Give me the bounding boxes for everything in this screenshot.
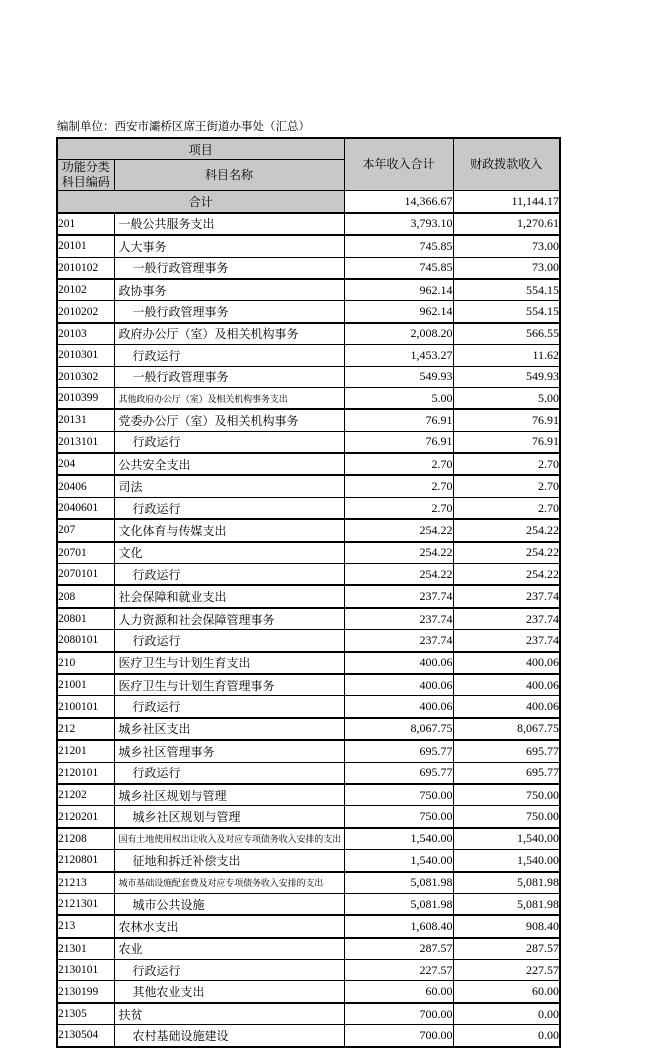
row-fiscal-value: 237.74 xyxy=(453,608,560,630)
row-code: 2010301 xyxy=(57,345,114,366)
row-fiscal-value: 750.00 xyxy=(453,784,560,806)
table-row xyxy=(57,1025,560,1047)
row-fiscal-value: 0.00 xyxy=(453,1003,560,1025)
row-name: 司法 xyxy=(114,475,344,497)
table-row xyxy=(57,652,560,674)
row-name: 城市公共设施 xyxy=(114,893,344,915)
row-code: 2120201 xyxy=(57,806,114,828)
row-fiscal-value: 400.06 xyxy=(453,696,560,718)
row-code: 2120101 xyxy=(57,762,114,784)
row-code: 2010399 xyxy=(57,387,114,409)
row-fiscal-value: 5,081.98 xyxy=(453,872,560,894)
table-row xyxy=(57,630,560,652)
table-row xyxy=(57,431,560,453)
row-total-value: 76.91 xyxy=(344,409,453,431)
row-name: 文化体育与传媒支出 xyxy=(114,519,344,541)
row-code: 201 xyxy=(57,213,114,235)
row-name: 一般公共服务支出 xyxy=(114,213,344,235)
row-fiscal-value: 2.70 xyxy=(453,453,560,475)
row-fiscal-value: 8,067.75 xyxy=(453,718,560,740)
row-code: 2100101 xyxy=(57,696,114,718)
table-row xyxy=(57,497,560,519)
row-fiscal-value: 237.74 xyxy=(453,630,560,652)
row-total-value: 400.06 xyxy=(344,652,453,674)
row-name: 城乡社区支出 xyxy=(114,718,344,740)
header-col-fiscal: 财政拨款收入 xyxy=(453,138,560,191)
row-code: 21201 xyxy=(57,740,114,762)
row-code: 21301 xyxy=(57,938,114,960)
row-name: 行政运行 xyxy=(114,497,344,519)
row-total-value: 695.77 xyxy=(344,740,453,762)
row-total-value: 5,081.98 xyxy=(344,872,453,894)
row-fiscal-value: 5.00 xyxy=(453,387,560,409)
row-fiscal-value: 237.74 xyxy=(453,585,560,607)
row-total-value: 1,608.40 xyxy=(344,915,453,937)
row-fiscal-value: 73.00 xyxy=(453,257,560,279)
row-fiscal-value: 73.00 xyxy=(453,235,560,257)
row-name: 城乡社区管理事务 xyxy=(114,740,344,762)
total-row xyxy=(57,191,560,213)
table-row xyxy=(57,453,560,475)
table-row xyxy=(57,806,560,828)
row-total-value: 254.22 xyxy=(344,564,453,586)
row-total-value: 254.22 xyxy=(344,519,453,541)
table-row xyxy=(57,981,560,1003)
row-name: 人力资源和社会保障管理事务 xyxy=(114,608,344,630)
header-col-code-line1: 功能分类 xyxy=(61,160,110,175)
table-row xyxy=(57,893,560,915)
row-name: 公共安全支出 xyxy=(114,453,344,475)
row-name: 医疗卫生与计划生育支出 xyxy=(114,652,344,674)
row-total-value: 76.91 xyxy=(344,431,453,453)
table-row xyxy=(57,564,560,586)
table-row xyxy=(57,915,560,937)
row-code: 20701 xyxy=(57,542,114,564)
row-code: 2120801 xyxy=(57,850,114,872)
row-code: 212 xyxy=(57,718,114,740)
row-name: 农林水支出 xyxy=(114,915,344,937)
total-row-label: 合计 xyxy=(57,191,344,213)
total-row-total-value: 14,366.67 xyxy=(344,191,453,213)
row-code: 20131 xyxy=(57,409,114,431)
row-name: 一般行政管理事务 xyxy=(114,366,344,387)
row-code: 2130199 xyxy=(57,981,114,1003)
table-row xyxy=(57,938,560,960)
row-total-value: 695.77 xyxy=(344,762,453,784)
table-body xyxy=(57,191,560,1047)
row-code: 2130504 xyxy=(57,1025,114,1047)
row-total-value: 237.74 xyxy=(344,630,453,652)
row-total-value: 8,067.75 xyxy=(344,718,453,740)
table-row xyxy=(57,784,560,806)
row-total-value: 2.70 xyxy=(344,475,453,497)
header-col-name: 科目名称 xyxy=(114,160,344,191)
row-total-value: 2,008.20 xyxy=(344,323,453,345)
row-fiscal-value: 400.06 xyxy=(453,674,560,696)
table-row xyxy=(57,1003,560,1025)
row-fiscal-value: 566.55 xyxy=(453,323,560,345)
row-code: 2040601 xyxy=(57,497,114,519)
row-name: 行政运行 xyxy=(114,960,344,981)
table-row xyxy=(57,475,560,497)
row-total-value: 400.06 xyxy=(344,674,453,696)
row-fiscal-value: 1,270.61 xyxy=(453,213,560,235)
row-code: 2010302 xyxy=(57,366,114,387)
row-total-value: 2.70 xyxy=(344,497,453,519)
table-row xyxy=(57,235,560,257)
row-code: 21213 xyxy=(57,872,114,894)
row-total-value: 227.57 xyxy=(344,960,453,981)
row-name: 政协事务 xyxy=(114,279,344,301)
row-fiscal-value: 11.62 xyxy=(453,345,560,366)
table-row xyxy=(57,872,560,894)
row-fiscal-value: 254.22 xyxy=(453,519,560,541)
row-total-value: 1,453.27 xyxy=(344,345,453,366)
row-name: 医疗卫生与计划生育管理事务 xyxy=(114,674,344,696)
row-code: 2010102 xyxy=(57,257,114,279)
row-code: 213 xyxy=(57,915,114,937)
table-row xyxy=(57,674,560,696)
row-code: 20101 xyxy=(57,235,114,257)
row-name: 农业 xyxy=(114,938,344,960)
row-total-value: 700.00 xyxy=(344,1003,453,1025)
row-fiscal-value: 2.70 xyxy=(453,475,560,497)
row-name: 城市基础设施配套费及对应专项债务收入安排的支出 xyxy=(114,872,344,894)
row-name: 一般行政管理事务 xyxy=(114,257,344,279)
table-row xyxy=(57,323,560,345)
row-total-value: 3,793.10 xyxy=(344,213,453,235)
table-row xyxy=(57,740,560,762)
budget-table-container xyxy=(56,137,559,1048)
header-col-code xyxy=(57,160,114,191)
row-code: 2130101 xyxy=(57,960,114,981)
row-name: 行政运行 xyxy=(114,431,344,453)
row-code: 20406 xyxy=(57,475,114,497)
row-name: 行政运行 xyxy=(114,345,344,366)
row-fiscal-value: 549.93 xyxy=(453,366,560,387)
row-total-value: 400.06 xyxy=(344,696,453,718)
row-fiscal-value: 554.15 xyxy=(453,279,560,301)
row-fiscal-value: 1,540.00 xyxy=(453,828,560,850)
row-code: 21001 xyxy=(57,674,114,696)
row-name: 行政运行 xyxy=(114,564,344,586)
table-row xyxy=(57,213,560,235)
row-total-value: 962.14 xyxy=(344,279,453,301)
row-fiscal-value: 254.22 xyxy=(453,542,560,564)
row-code: 2013101 xyxy=(57,431,114,453)
table-row xyxy=(57,850,560,872)
row-fiscal-value: 287.57 xyxy=(453,938,560,960)
row-name: 党委办公厅（室）及相关机构事务 xyxy=(114,409,344,431)
row-code: 21208 xyxy=(57,828,114,850)
table-row xyxy=(57,960,560,981)
row-total-value: 5,081.98 xyxy=(344,893,453,915)
row-total-value: 60.00 xyxy=(344,981,453,1003)
table-row xyxy=(57,718,560,740)
table-row xyxy=(57,608,560,630)
table-row xyxy=(57,301,560,323)
row-name: 文化 xyxy=(114,542,344,564)
row-name: 行政运行 xyxy=(114,630,344,652)
row-total-value: 287.57 xyxy=(344,938,453,960)
row-code: 2121301 xyxy=(57,893,114,915)
row-total-value: 745.85 xyxy=(344,257,453,279)
row-fiscal-value: 0.00 xyxy=(453,1025,560,1047)
row-total-value: 5.00 xyxy=(344,387,453,409)
table-row xyxy=(57,828,560,850)
table-header xyxy=(57,138,560,191)
row-total-value: 237.74 xyxy=(344,585,453,607)
row-total-value: 237.74 xyxy=(344,608,453,630)
header-group-item: 项目 xyxy=(57,138,344,160)
row-fiscal-value: 5,081.98 xyxy=(453,893,560,915)
row-name: 行政运行 xyxy=(114,762,344,784)
row-fiscal-value: 60.00 xyxy=(453,981,560,1003)
table-row xyxy=(57,585,560,607)
row-code: 204 xyxy=(57,453,114,475)
row-name: 社会保障和就业支出 xyxy=(114,585,344,607)
row-fiscal-value: 2.70 xyxy=(453,497,560,519)
table-row xyxy=(57,387,560,409)
row-name: 其他政府办公厅（室）及相关机构事务支出 xyxy=(114,387,344,409)
table-row xyxy=(57,409,560,431)
row-name: 行政运行 xyxy=(114,696,344,718)
row-fiscal-value: 908.40 xyxy=(453,915,560,937)
row-total-value: 745.85 xyxy=(344,235,453,257)
row-name: 国有土地使用权出让收入及对应专项债务收入安排的支出 xyxy=(114,828,344,850)
table-row xyxy=(57,696,560,718)
row-fiscal-value: 695.77 xyxy=(453,762,560,784)
row-code: 21305 xyxy=(57,1003,114,1025)
budget-revenue-table xyxy=(56,137,561,1048)
table-row xyxy=(57,366,560,387)
row-fiscal-value: 76.91 xyxy=(453,431,560,453)
row-name: 城乡社区规划与管理 xyxy=(114,784,344,806)
row-code: 2080101 xyxy=(57,630,114,652)
row-code: 207 xyxy=(57,519,114,541)
row-fiscal-value: 254.22 xyxy=(453,564,560,586)
row-name: 征地和拆迁补偿支出 xyxy=(114,850,344,872)
row-total-value: 2.70 xyxy=(344,453,453,475)
header-col-total: 本年收入合计 xyxy=(344,138,453,191)
row-total-value: 549.93 xyxy=(344,366,453,387)
row-fiscal-value: 554.15 xyxy=(453,301,560,323)
row-name: 政府办公厅（室）及相关机构事务 xyxy=(114,323,344,345)
row-code: 210 xyxy=(57,652,114,674)
row-name: 农村基础设施建设 xyxy=(114,1025,344,1047)
row-code: 20801 xyxy=(57,608,114,630)
row-total-value: 962.14 xyxy=(344,301,453,323)
table-row xyxy=(57,279,560,301)
row-code: 208 xyxy=(57,585,114,607)
row-code: 2010202 xyxy=(57,301,114,323)
row-fiscal-value: 227.57 xyxy=(453,960,560,981)
row-total-value: 750.00 xyxy=(344,784,453,806)
row-fiscal-value: 695.77 xyxy=(453,740,560,762)
table-row xyxy=(57,762,560,784)
row-name: 一般行政管理事务 xyxy=(114,301,344,323)
table-row xyxy=(57,345,560,366)
row-total-value: 700.00 xyxy=(344,1025,453,1047)
table-row xyxy=(57,257,560,279)
row-code: 21202 xyxy=(57,784,114,806)
row-name: 扶贫 xyxy=(114,1003,344,1025)
row-code: 20102 xyxy=(57,279,114,301)
row-code: 20103 xyxy=(57,323,114,345)
table-row xyxy=(57,542,560,564)
row-total-value: 1,540.00 xyxy=(344,828,453,850)
row-total-value: 1,540.00 xyxy=(344,850,453,872)
header-col-code-line2: 科目编码 xyxy=(61,175,110,190)
row-name: 人大事务 xyxy=(114,235,344,257)
row-fiscal-value: 750.00 xyxy=(453,806,560,828)
row-fiscal-value: 400.06 xyxy=(453,652,560,674)
header-row-group xyxy=(57,138,560,160)
table-row xyxy=(57,519,560,541)
total-row-fiscal-value: 11,144.17 xyxy=(453,191,560,213)
row-name: 其他农业支出 xyxy=(114,981,344,1003)
prepared-by-line: 编制单位：西安市灞桥区席王街道办事处（汇总） xyxy=(57,121,310,133)
row-fiscal-value: 1,540.00 xyxy=(453,850,560,872)
row-total-value: 750.00 xyxy=(344,806,453,828)
row-name: 城乡社区规划与管理 xyxy=(114,806,344,828)
row-total-value: 254.22 xyxy=(344,542,453,564)
row-fiscal-value: 76.91 xyxy=(453,409,560,431)
row-code: 2070101 xyxy=(57,564,114,586)
